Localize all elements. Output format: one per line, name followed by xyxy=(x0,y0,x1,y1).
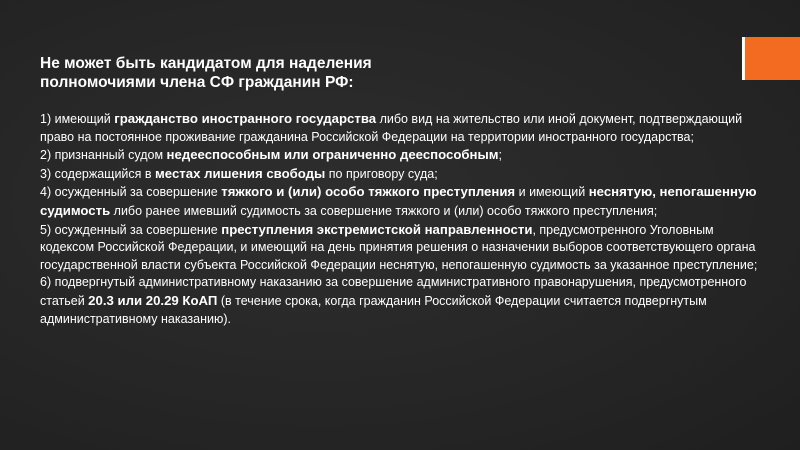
item-text: 5) осужденный за совершение xyxy=(40,222,222,237)
emphasis-text: преступления экстремистской направленности xyxy=(221,221,533,237)
slide-title xyxy=(40,54,760,92)
slide-content xyxy=(40,54,760,328)
item-text: 6) подвергнутый административному наказанию за совершение административного правонарушения, предусмотренного статьей xyxy=(40,275,747,308)
item-text: либо ранее имевший судимость за совершение тяжкого и (или) особо тяжкого преступления; xyxy=(110,203,658,218)
emphasis-text: недееспособным или ограниченно дееспособным xyxy=(166,147,499,163)
criteria-item xyxy=(40,221,760,275)
item-text: по приговору суда; xyxy=(325,166,438,181)
criteria-list xyxy=(40,110,760,328)
item-text: 3) содержащийся в xyxy=(40,166,156,181)
item-text: ; xyxy=(498,148,503,163)
item-text: либо вид на жительство или иной документ, подтверждающий право на постоянное проживание гражданина Российской Федерации на территории иностранного государства; xyxy=(40,112,743,144)
item-text: 2) признанный судом xyxy=(40,148,167,163)
emphasis-text: местах лишения свободы xyxy=(155,165,326,181)
criteria-item xyxy=(40,165,760,184)
item-text: 1) имеющий xyxy=(40,112,115,126)
slide-title-line: Не может быть кандидатом для наделения xyxy=(40,55,372,72)
emphasis-text: тяжкого и (или) особо тяжкого преступления xyxy=(221,184,516,200)
criteria-item xyxy=(40,274,760,328)
item-text: 4) осужденный за совершение xyxy=(40,185,222,200)
slide-title-line: полномочиями члена СФ гражданин РФ: xyxy=(40,74,354,91)
emphasis-text: гражданство иностранного государства xyxy=(114,111,377,126)
item-text: (в течение срока, когда гражданин Российской Федерации считается подвергнутым административному наказанию). xyxy=(40,293,707,326)
criteria-item xyxy=(40,183,760,220)
item-text: и имеющий xyxy=(515,185,589,200)
item-text: , предусмотренного Уголовным кодексом Российской Федерации, и имеющий на день принятия решения о назначении выборов соответствующего органа государственной власти субъекта Российской Федерации неснятую, непогашенную судимость за указанное преступление; xyxy=(40,222,758,272)
criteria-item xyxy=(40,110,760,146)
emphasis-text: 20.3 или 20.29 КоАП xyxy=(88,292,218,308)
emphasis-text: неснятую, непогашенную судимость xyxy=(40,184,757,218)
criteria-item xyxy=(40,146,760,165)
